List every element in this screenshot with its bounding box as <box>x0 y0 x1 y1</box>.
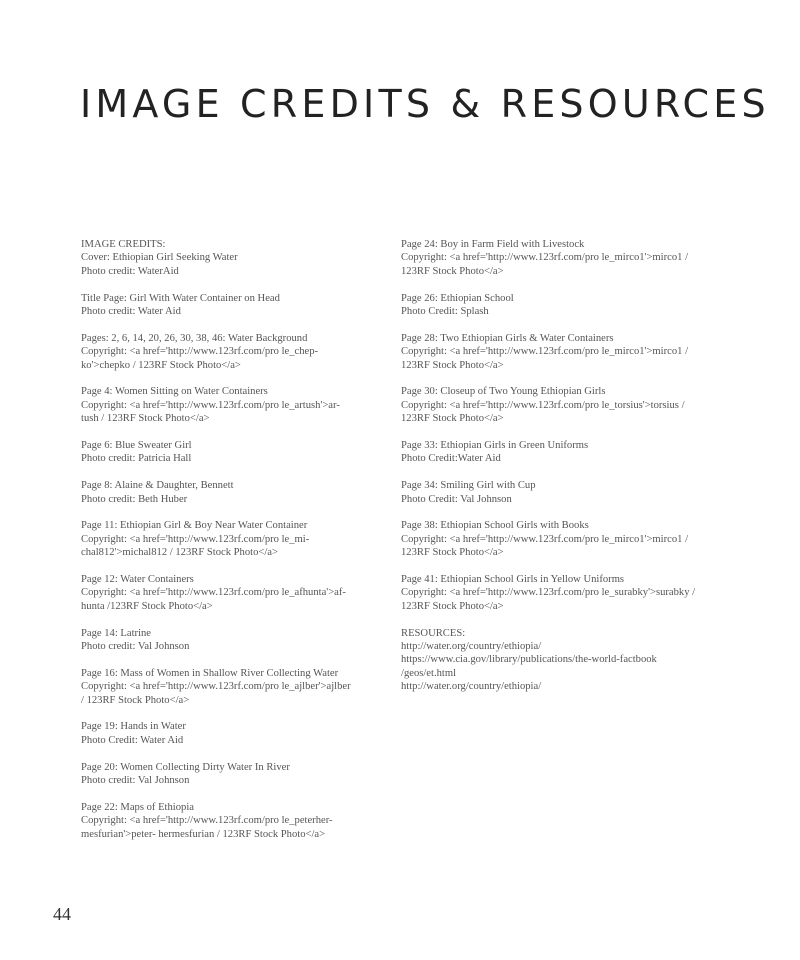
credit-line: Photo Credit:Water Aid <box>401 453 501 465</box>
credit-line: http://water.org/country/ethiopia/ <box>401 641 542 653</box>
credit-line: Page 14: Latrine <box>81 627 152 639</box>
credit-line: Page 26: Ethiopian School <box>401 292 514 304</box>
credit-line: /geos/et.html <box>401 667 457 679</box>
credit-entry <box>81 292 381 319</box>
credit-line: Page 8: Alaine & Daughter, Bennett <box>81 480 234 492</box>
credit-line: Page 33: Ethiopian Girls in Green Uniforms <box>401 440 589 452</box>
credit-line: Copyright: <a href='http://www.123rf.com/pro le_mirco1'>mirco1 / <box>401 533 689 545</box>
credit-line: Page 28: Two Ethiopian Girls & Water Containers <box>401 332 614 344</box>
credit-entry <box>401 439 701 466</box>
credit-entry <box>401 573 701 613</box>
credit-line: 123RF Stock Photo</a> <box>401 359 504 371</box>
credit-line: Page 11: Ethiopian Girl & Boy Near Water Container <box>81 520 308 532</box>
credit-line: Photo Credit: Water Aid <box>81 734 184 746</box>
credit-line: Page 16: Mass of Women in Shallow River Collecting Water <box>81 667 339 679</box>
credit-line: Copyright: <a href='http://www.123rf.com/pro le_mirco1'>mirco1 / <box>401 252 689 264</box>
credit-entry <box>81 801 381 841</box>
credit-entry <box>81 439 381 466</box>
credit-line: Copyright: <a href='http://www.123rf.com/pro le_afhunta'>af- <box>81 587 346 599</box>
credit-line: Copyright: <a href='http://www.123rf.com/pro le_torsius'>torsius / <box>401 399 685 411</box>
credit-entry <box>401 385 701 425</box>
credit-line: Photo credit: Patricia Hall <box>81 453 192 465</box>
credit-line: Copyright: <a href='http://www.123rf.com/pro le_ajlber'>ajlber <box>81 681 351 693</box>
credit-entry <box>401 238 701 278</box>
credit-line: Page 6: Blue Sweater Girl <box>81 440 192 452</box>
credit-line: IMAGE CREDITS: <box>81 239 166 250</box>
credit-line: Page 34: Smiling Girl with Cup <box>401 480 536 492</box>
credit-line: Page 19: Hands in Water <box>81 721 186 733</box>
credit-line: 123RF Stock Photo</a> <box>401 265 504 277</box>
credit-entry <box>401 519 701 559</box>
credits-column-left <box>81 238 381 854</box>
credit-line: Page 20: Women Collecting Dirty Water In River <box>81 761 290 773</box>
credit-line: Photo credit: Water Aid <box>81 306 181 318</box>
credit-line: chal812'>michal812 / 123RF Stock Photo</a> <box>81 547 278 559</box>
credit-line: Photo Credit: Splash <box>401 306 489 318</box>
credit-line: Copyright: <a href='http://www.123rf.com/pro le_artush'>ar- <box>81 399 340 411</box>
credit-entry <box>81 479 381 506</box>
credit-entry <box>81 238 381 278</box>
credit-line: Copyright: <a href='http://www.123rf.com/pro le_mi- <box>81 533 310 545</box>
credit-line: Photo credit: Val Johnson <box>81 775 190 787</box>
credit-line: Photo credit: WaterAid <box>81 265 179 277</box>
credit-line: Photo Credit: Val Johnson <box>401 493 512 505</box>
credit-line: mesfurian'>peter- hermesfurian / 123RF Stock Photo</a> <box>81 828 326 840</box>
credit-line: hunta /123RF Stock Photo</a> <box>81 600 213 612</box>
credit-line: Page 4: Women Sitting on Water Containers <box>81 386 268 398</box>
credit-line: Page 38: Ethiopian School Girls with Books <box>401 520 589 532</box>
credit-line: / 123RF Stock Photo</a> <box>81 694 190 706</box>
credit-line: Page 30: Closeup of Two Young Ethiopian Girls <box>401 386 606 398</box>
credit-entry <box>401 332 701 372</box>
credit-line: Copyright: <a href='http://www.123rf.com/pro le_peterher- <box>81 815 333 827</box>
credit-entry <box>81 332 381 372</box>
credit-line: Page 24: Boy in Farm Field with Livestock <box>401 239 585 250</box>
credits-column-right <box>401 238 701 707</box>
credit-line: Cover: Ethiopian Girl Seeking Water <box>81 252 238 264</box>
credit-entry <box>401 479 701 506</box>
credit-line: ko'>chepko / 123RF Stock Photo</a> <box>81 359 241 371</box>
credit-entry <box>81 385 381 425</box>
credit-line: RESOURCES: <box>401 627 466 639</box>
credit-entry <box>401 627 701 694</box>
credit-entry <box>81 573 381 613</box>
credit-line: Pages: 2, 6, 14, 20, 26, 30, 38, 46: Water Background <box>81 332 308 344</box>
credit-entry <box>81 720 381 747</box>
credit-line: Page 22: Maps of Ethiopia <box>81 801 194 813</box>
credit-line: 123RF Stock Photo</a> <box>401 547 504 559</box>
credit-line: 123RF Stock Photo</a> <box>401 600 504 612</box>
credit-line: http://water.org/country/ethiopia/ <box>401 681 542 693</box>
credit-entry <box>81 761 381 788</box>
credit-entry <box>401 292 701 319</box>
credit-line: Copyright: <a href='http://www.123rf.com/pro le_surabky'>surabky / <box>401 587 696 599</box>
credit-line: Copyright: <a href='http://www.123rf.com/pro le_mirco1'>mirco1 / <box>401 346 689 358</box>
credit-line: Photo credit: Val Johnson <box>81 641 190 653</box>
credit-line: Photo credit: Beth Huber <box>81 493 188 505</box>
credit-line: tush / 123RF Stock Photo</a> <box>81 413 210 425</box>
credit-entry <box>81 667 381 707</box>
credit-line: 123RF Stock Photo</a> <box>401 413 504 425</box>
credit-entry <box>81 519 381 559</box>
credit-line: Page 41: Ethiopian School Girls in Yellow Uniforms <box>401 574 625 586</box>
credit-line: Page 12: Water Containers <box>81 574 194 586</box>
credit-line: https://www.cia.gov/library/publications/the-world-factbook <box>401 654 657 666</box>
credit-line: Title Page: Girl With Water Container on Head <box>81 292 280 304</box>
credit-line: Copyright: <a href='http://www.123rf.com/pro le_chep- <box>81 346 319 358</box>
credit-entry <box>81 627 381 654</box>
page-heading: IMAGE CREDITS & RESOURCES <box>80 82 770 126</box>
page-number: 44 <box>53 904 71 924</box>
